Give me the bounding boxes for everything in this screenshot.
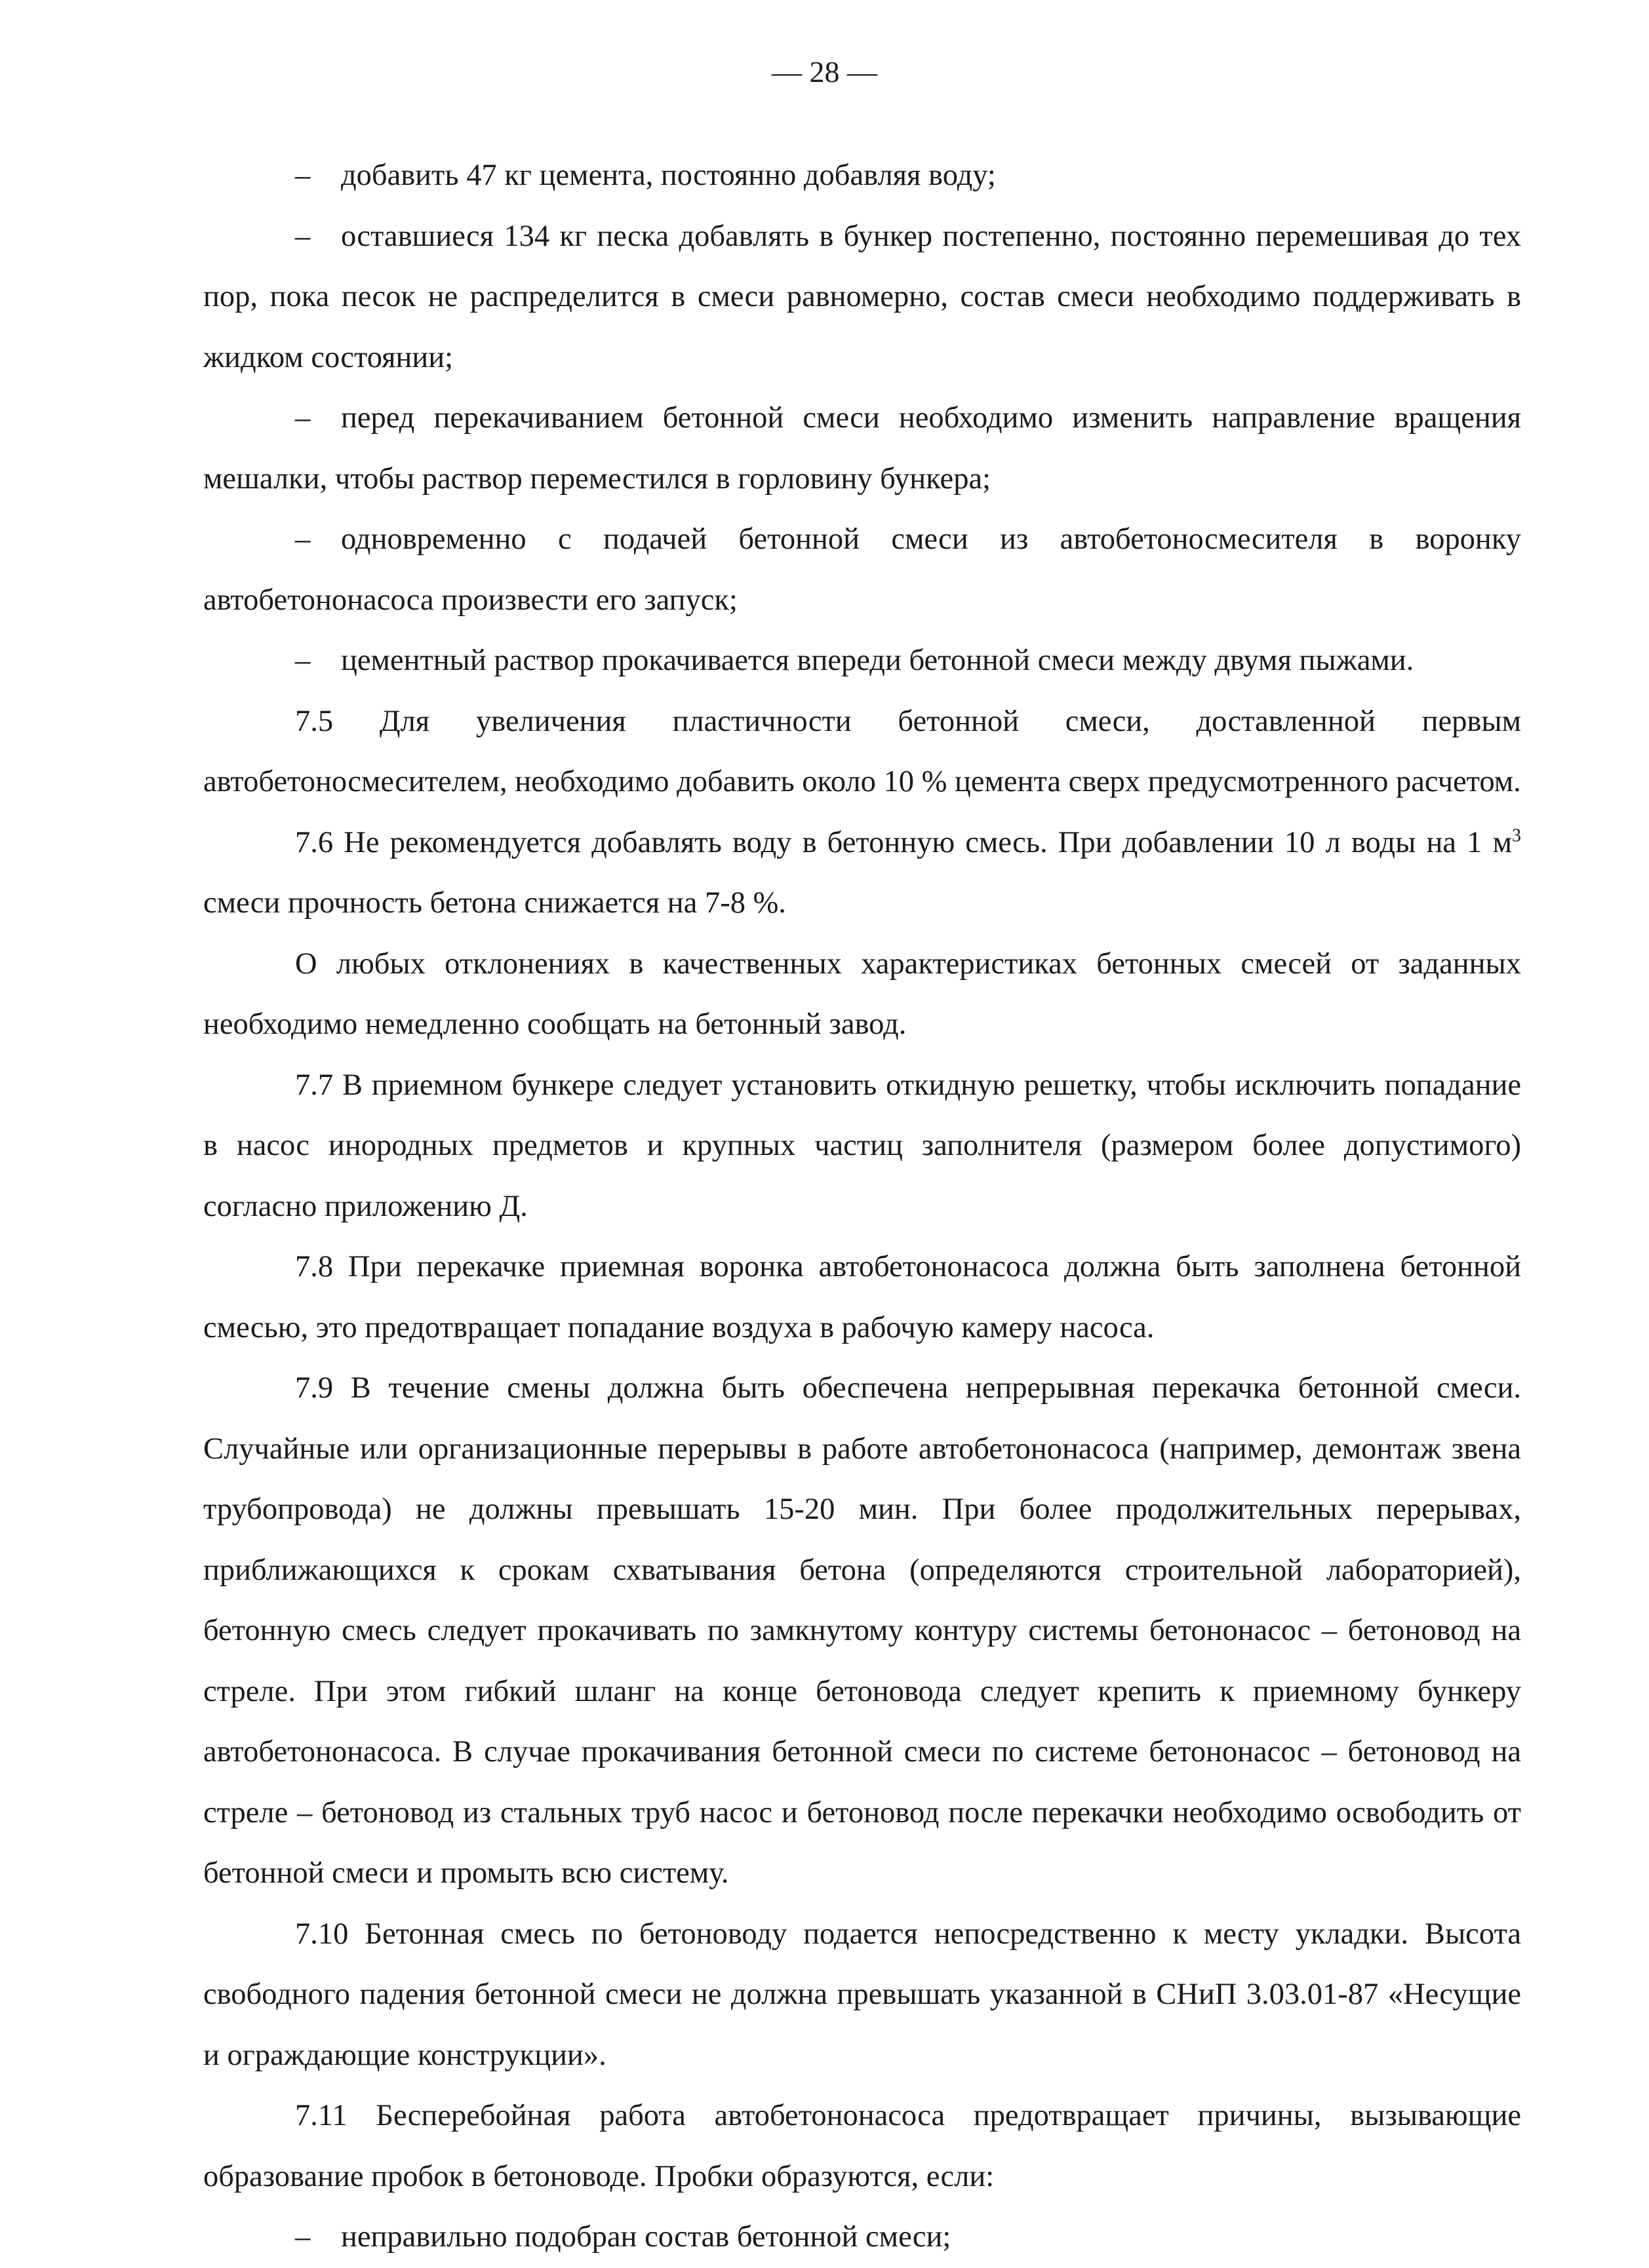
paragraph-7-6 bbox=[203, 813, 1521, 934]
bullet-dash: – bbox=[295, 159, 311, 192]
bullet-item bbox=[203, 388, 1521, 509]
paragraph-7-6-text-b: смеси прочность бетона снижается на 7-8 %. bbox=[203, 886, 786, 920]
cubic-superscript: 3 bbox=[1512, 825, 1521, 846]
paragraph-7-5: 7.5 Для увеличения пластичности бетонной смеси, доставленной первым автобетоносмесителем, необходимо добавить около 10 % цемента сверх предусмотренного расчетом. bbox=[203, 704, 1521, 798]
bullet-text: одновременно с подачей бетонной смеси из автобетоносмесителя в воронку автобетононасоса произвести его запуск; bbox=[203, 522, 1521, 617]
bullet-item bbox=[203, 631, 1521, 692]
paragraph-deviation: О любых отклонениях в качественных характеристиках бетонных смесей от заданных необходимо немедленно сообщать на бетонный завод. bbox=[203, 947, 1521, 1041]
bullet-text: добавить 47 кг цемента, постоянно добавляя воду; bbox=[341, 159, 996, 192]
bullet-dash: – bbox=[295, 219, 311, 253]
paragraph-7-10: 7.10 Бетонная смесь по бетоноводу подается непосредственно к месту укладки. Высота свободного падения бетонной смеси не должна превышать указанной в СНиП 3.03.01-87 «Несущие и ограждающие конструкции». bbox=[203, 1917, 1521, 2072]
paragraph-7-6-text-a: 7.6 Не рекомендуется добавлять воду в бетонную смесь. При добавлении 10 л воды на 1 м bbox=[295, 825, 1512, 859]
bullet-text: неправильно подобран состав бетонной смеси; bbox=[341, 2220, 951, 2254]
paragraph-7-8: 7.8 При перекачке приемная воронка автобетононасоса должна быть заполнена бетонной смесью, это предотвращает попадание воздуха в рабочую камеру насоса. bbox=[203, 1250, 1521, 1344]
paragraph-7-11: 7.11 Бесперебойная работа автобетононасоса предотвращает причины, вызывающие образование пробок в бетоноводе. Пробки образуются, если: bbox=[203, 2099, 1521, 2193]
paragraph-7-7: 7.7 В приемном бункере следует установить откидную решетку, чтобы исключить попадание в насос инородных предметов и крупных частиц заполнителя (размером более допустимого) согласно приложению Д. bbox=[203, 1068, 1521, 1223]
bullet-dash: – bbox=[295, 2220, 311, 2254]
bullet-text: перед перекачиванием бетонной смеси необходимо изменить направление вращения мешалки, чтобы раствор переместился в горловину бункера; bbox=[203, 401, 1521, 496]
bullet-item bbox=[203, 509, 1521, 631]
bullet-item bbox=[203, 146, 1521, 206]
bullet-text: цементный раствор прокачивается впереди бетонной смеси между двумя пыжами. bbox=[341, 644, 1414, 677]
paragraph-7-9: 7.9 В течение смены должна быть обеспечена непрерывная перекачка бетонной смеси. Случайные или организационные перерывы в работе автобетононасоса (например, демонтаж звена трубопровода) не должны превышать 15-20 мин. При более продолжительных перерывах, приближающихся к срокам схватывания бетона (определяются строительной лабораторией), бетонную смесь следует прокачивать по замкнутому контуру системы бетононасос – бетоновод на стреле. При этом гибкий шланг на конце бетоновода следует крепить к приемному бункеру автобетононасоса. В случае прокачивания бетонной смеси по системе бетононасос – бетоновод на стреле – бетоновод из стальных труб насос и бетоновод после перекачки необходимо освободить от бетонной смеси и промыть всю систему. bbox=[203, 1371, 1521, 1890]
document-body bbox=[203, 146, 1521, 2268]
bullet-dash: – bbox=[295, 401, 311, 435]
bullet-text: оставшиеся 134 кг песка добавлять в бункер постепенно, постоянно перемешивая до тех пор, пока песок не распределится в смеси равномерно, состав смеси необходимо поддерживать в жидком состоянии; bbox=[203, 219, 1521, 374]
bullet-dash: – bbox=[295, 644, 311, 677]
page-number: — 28 — bbox=[772, 55, 877, 88]
bullet-dash: – bbox=[295, 522, 311, 556]
bullet-item bbox=[203, 2207, 1521, 2268]
bullet-item bbox=[203, 206, 1521, 389]
